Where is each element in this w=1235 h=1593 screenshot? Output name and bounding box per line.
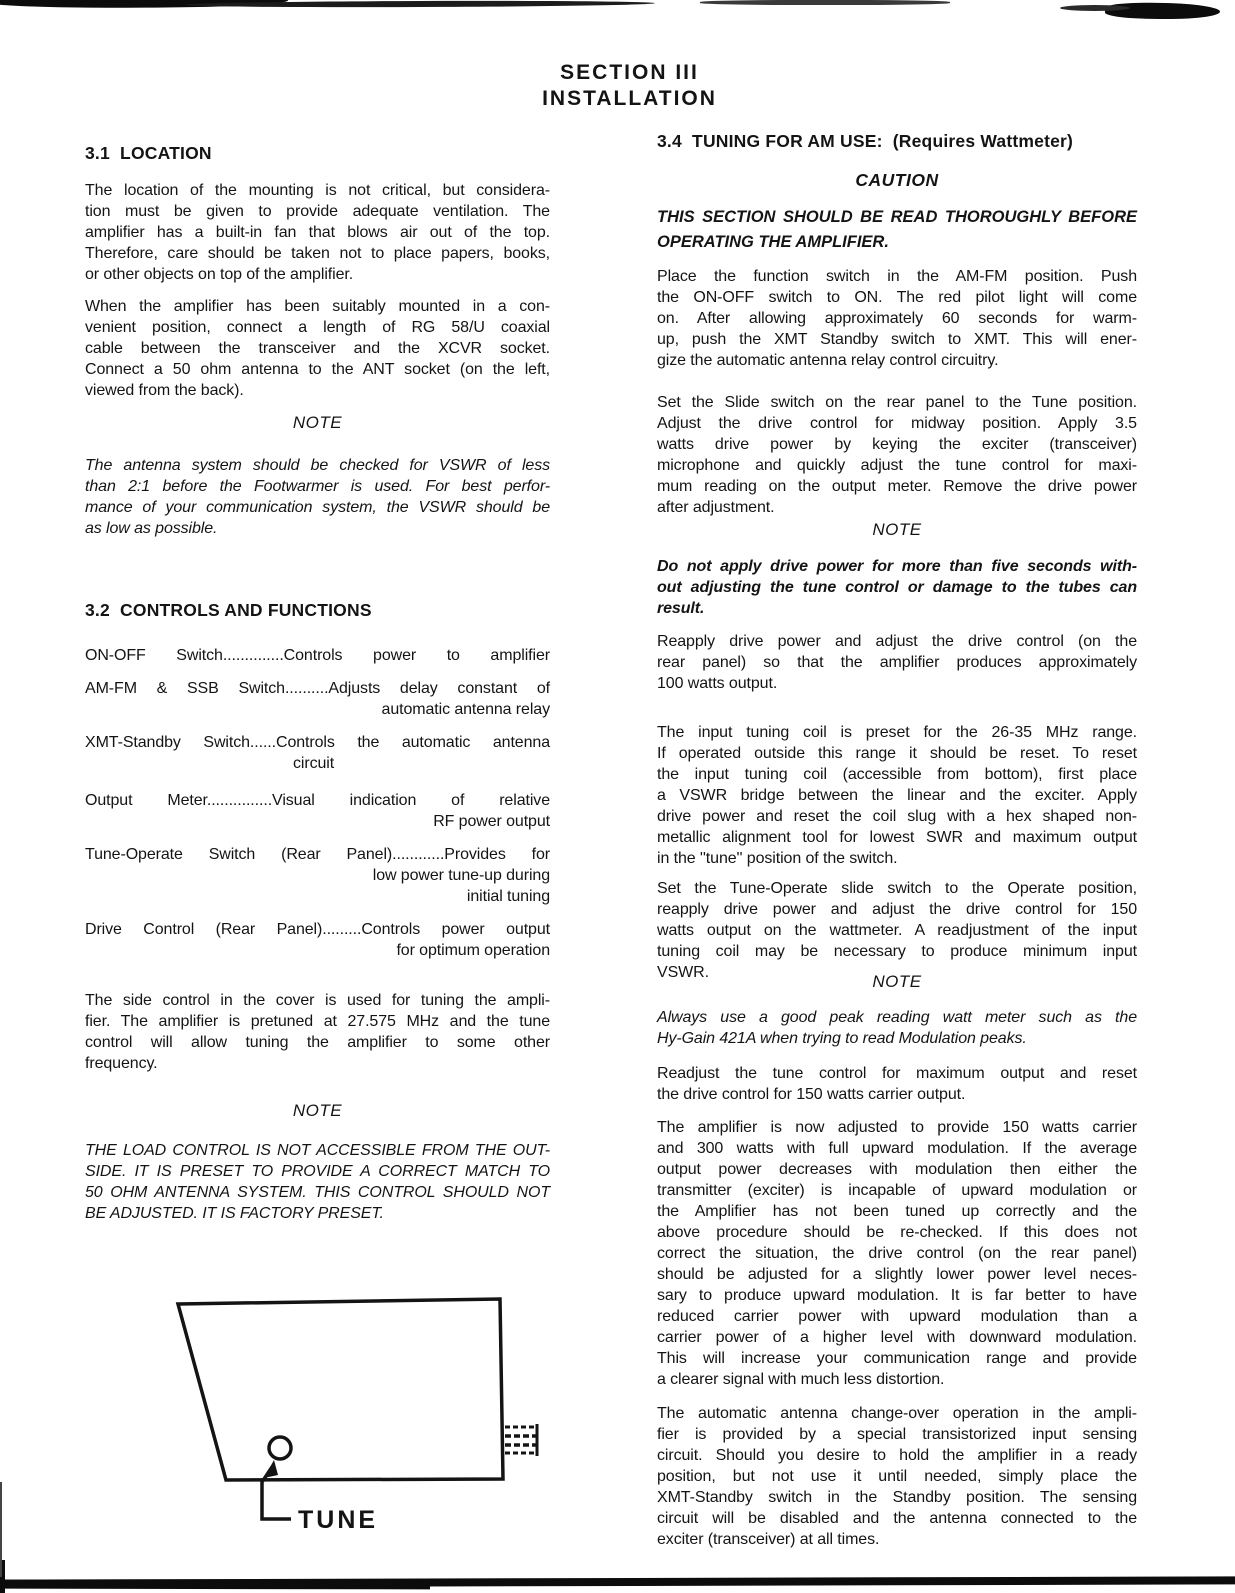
text-line: amplifier has a built-in fan that blows air out of the top.: [85, 224, 550, 241]
text-line: drive power and reset the coil slug with a hex shaped non-: [657, 808, 1137, 825]
text-line: venient position, connect a length of RG 58/U coaxial: [85, 319, 550, 336]
section-title-line2: INSTALLATION: [542, 87, 717, 110]
paragraph-antenna-changeover: [657, 1403, 1137, 1550]
text-line: SIDE. IT IS PRESET TO PROVIDE A CORRECT MATCH TO: [85, 1163, 550, 1180]
text-line: Place the function switch in the AM-FM position. Push: [657, 268, 1137, 285]
text-line: after adjustment.: [657, 499, 775, 516]
text-line: position, but not use it until needed, simply place the: [657, 1468, 1137, 1485]
text-line: in the ''tune'' position of the switch.: [657, 850, 898, 867]
note-label: NOTE: [292, 1101, 343, 1120]
amplifier-diagram: [148, 1272, 568, 1572]
note-label: NOTE: [872, 520, 922, 539]
text-line: Hy-Gain 421A when trying to read Modulation peaks.: [657, 1030, 1027, 1047]
paragraph-reapply-drive: [657, 631, 1137, 694]
control-output-meter: Output Meter...............Visual indication of relative RF power output: [85, 792, 550, 830]
section-title-line1: SECTION III: [560, 61, 699, 84]
text-line: THE LOAD CONTROL IS NOT ACCESSIBLE FROM THE OUT-: [85, 1142, 550, 1159]
text-line: on. After allowing approximately 60 seconds for warm-: [657, 310, 1137, 327]
note-label: NOTE: [872, 972, 922, 991]
text-line: rear panel) so that the amplifier produces approximately: [657, 654, 1137, 671]
scan-blob-top-right: [1105, 2, 1220, 20]
note-drive-power-text: [657, 556, 1137, 619]
amplifier-outline: [178, 1299, 503, 1480]
controls-definition-list: [85, 645, 550, 973]
scan-smudge-top-mid2: [700, 0, 950, 5]
note-load-control-text: [85, 1140, 550, 1224]
note-label: NOTE: [292, 413, 343, 432]
text-line: BE ADJUSTED. IT IS FACTORY PRESET.: [85, 1205, 384, 1222]
text-line: Reapply drive power and adjust the drive control (on the: [657, 633, 1137, 650]
text-line: Therefore, care should be taken not to place papers, books,: [85, 245, 550, 262]
control-on-off-switch: ON-OFF Switch..............Controls power to amplifier: [85, 647, 550, 664]
scan-line-left-edge: [0, 1482, 2, 1577]
text-line: Do not apply drive power for more than five seconds with-: [657, 558, 1137, 575]
text-line: reapply drive power and adjust the drive control for 150: [657, 901, 1137, 918]
text-line: Set the Slide switch on the rear panel to the Tune position.: [657, 394, 1137, 411]
text-line: a VSWR bridge between the linear and the exciter. Apply: [657, 787, 1137, 804]
caution-text: [657, 205, 1137, 255]
text-line: up, push the XMT Standby switch to XMT. This will ener-: [657, 331, 1137, 348]
heading-3-1-location: 3.1 LOCATION: [85, 143, 212, 163]
text-line: The input tuning coil is preset for the 26-35 MHz range.: [657, 724, 1137, 741]
text-line: The antenna system should be checked for VSWR of less: [85, 457, 550, 474]
text-line: out adjusting the tune control or damage to the tubes can: [657, 579, 1137, 596]
text-line: microphone and quickly adjust the tune control for maxi-: [657, 457, 1137, 474]
paragraph-slide-switch: [657, 392, 1137, 518]
note-watt-meter-text: [657, 1007, 1137, 1049]
text-line: If operated outside this range it should be reset. To reset: [657, 745, 1137, 762]
paragraph-tune-operate: [657, 878, 1137, 983]
text-line: Always use a good peak reading watt meter such as the: [657, 1009, 1137, 1026]
text-line: the ON-OFF switch to ON. The red pilot light will come: [657, 289, 1137, 306]
text-line: Adjust the drive control for midway position. Apply 3.5: [657, 415, 1137, 432]
text-line: The side control in the cover is used for tuning the ampli-: [85, 992, 550, 1009]
control-xmt-standby-switch: XMT-Standby Switch......Controls the automatic antenna circuit: [85, 734, 550, 772]
text-line: 100 watts output.: [657, 675, 778, 692]
control-drive-control: Drive Control (Rear Panel).........Controls power output for optimum operation: [85, 921, 550, 959]
text-line: than 2:1 before the Footwarmer is used. For best perfor-: [85, 478, 550, 495]
text-line: a clearer signal with much less distortion.: [657, 1371, 945, 1388]
text-line: This will increase your communication range and provide: [657, 1350, 1137, 1367]
text-line: gize the automatic antenna relay control circuitry.: [657, 352, 999, 369]
control-tune-operate-switch: Tune-Operate Switch (Rear Panel)............Provides for low power tune-up during initial tuning: [85, 846, 550, 905]
text-line: cable between the transceiver and the XCVR socket.: [85, 340, 550, 357]
text-line: The automatic antenna change-over operation in the ampli-: [657, 1405, 1137, 1422]
note-vswr-text: [85, 455, 550, 539]
text-line: VSWR.: [657, 964, 709, 981]
text-line: and 300 watts with full upward modulation. If the average: [657, 1140, 1137, 1157]
paragraph-input-tuning-coil: [657, 722, 1137, 869]
text-line: Readjust the tune control for maximum output and reset: [657, 1065, 1137, 1082]
paragraph-readjust-tune: [657, 1063, 1137, 1105]
control-am-fm-ssb-switch: AM-FM & SSB Switch..........Adjusts delay constant of automatic antenna relay: [85, 680, 550, 718]
antenna-connector: [505, 1424, 538, 1456]
text-line: the Amplifier has not been tuned up correctly and the: [657, 1203, 1137, 1220]
text-line: XMT-Standby switch in the Standby position. The sensing: [657, 1489, 1137, 1506]
text-line: The location of the mounting is not critical, but considera-: [85, 182, 550, 199]
paragraph-amplifier-adjusted: [657, 1117, 1137, 1390]
text-line: Connect a 50 ohm antenna to the ANT socket (on the left,: [85, 361, 550, 378]
text-line: watts output on the wattmeter. A readjustment of the input: [657, 922, 1137, 939]
paragraph-location-1: [85, 180, 550, 285]
paragraph-location-2: [85, 296, 550, 401]
text-line: transmitter (exciter) is incapable of upward modulation or: [657, 1182, 1137, 1199]
text-line: above procedure should be re-checked. If this does not: [657, 1224, 1137, 1241]
text-line: carrier power of a higher level with downward modulation.: [657, 1329, 1137, 1346]
text-line: Set the Tune-Operate slide switch to the Operate position,: [657, 880, 1137, 897]
text-line: 50 OHM ANTENNA SYSTEM. THIS CONTROL SHOULD NOT: [85, 1184, 550, 1201]
text-line: tuning coil may be necessary to produce minimum input: [657, 943, 1137, 960]
text-line: the drive control for 150 watts carrier output.: [657, 1086, 966, 1103]
text-line: OPERATING THE AMPLIFIER.: [657, 233, 889, 251]
text-line: output power decreases with modulation then either the: [657, 1161, 1137, 1178]
text-line: circuit will be disabled and the antenna connected to the: [657, 1510, 1137, 1527]
heading-3-2-controls: 3.2 CONTROLS AND FUNCTIONS: [85, 600, 372, 620]
paragraph-function-switch: [657, 266, 1137, 371]
text-line: as low as possible.: [85, 520, 218, 537]
caution-label: CAUTION: [855, 170, 939, 190]
text-line: result.: [657, 600, 705, 617]
text-line: viewed from the back).: [85, 382, 244, 399]
text-line: The amplifier is now adjusted to provide 150 watts carrier: [657, 1119, 1137, 1136]
scan-line-bottom-thick: [0, 1580, 430, 1590]
text-line: watts drive power by keying the exciter (transceiver): [657, 436, 1137, 453]
scan-streak-top-right: [1060, 5, 1130, 11]
text-line: frequency.: [85, 1055, 158, 1072]
text-line: sary to produce upward modulation. It is far better to have: [657, 1287, 1137, 1304]
text-line: mum reading on the output meter. Remove the drive power: [657, 478, 1137, 495]
section-title: [12, 60, 1235, 112]
text-line: When the amplifier has been suitably mounted in a con-: [85, 298, 550, 315]
text-line: correct the situation, the drive control (on the rear panel): [657, 1245, 1137, 1262]
text-line: fier is provided by a special transistorized input sensing: [657, 1426, 1137, 1443]
heading-3-4-tuning: 3.4 TUNING FOR AM USE: (Requires Wattmeter): [657, 131, 1074, 151]
text-line: the input tuning coil (accessible from bottom), first place: [657, 766, 1137, 783]
text-line: tion must be given to provide adequate ventilation. The: [85, 203, 550, 220]
text-line: mance of your communication system, the VSWR should be: [85, 499, 550, 516]
text-line: exciter (transceiver) at all times.: [657, 1531, 880, 1548]
text-line: THIS SECTION SHOULD BE READ THOROUGHLY BEFORE: [657, 208, 1137, 226]
text-line: reduced carrier power with upward modulation than a: [657, 1308, 1137, 1325]
text-line: control will allow tuning the amplifier to some other: [85, 1034, 550, 1051]
tune-label: TUNE: [298, 1506, 379, 1534]
paragraph-side-control: [85, 990, 550, 1074]
text-line: circuit. Should you desire to hold the amplifier in a ready: [657, 1447, 1137, 1464]
text-line: fier. The amplifier is pretuned at 27.575 MHz and the tune: [85, 1013, 550, 1030]
text-line: metallic alignment tool for lowest SWR and maximum output: [657, 829, 1137, 846]
text-line: should be adjusted for a slightly lower power level neces-: [657, 1266, 1137, 1283]
text-line: or other objects on top of the amplifier.: [85, 266, 354, 283]
